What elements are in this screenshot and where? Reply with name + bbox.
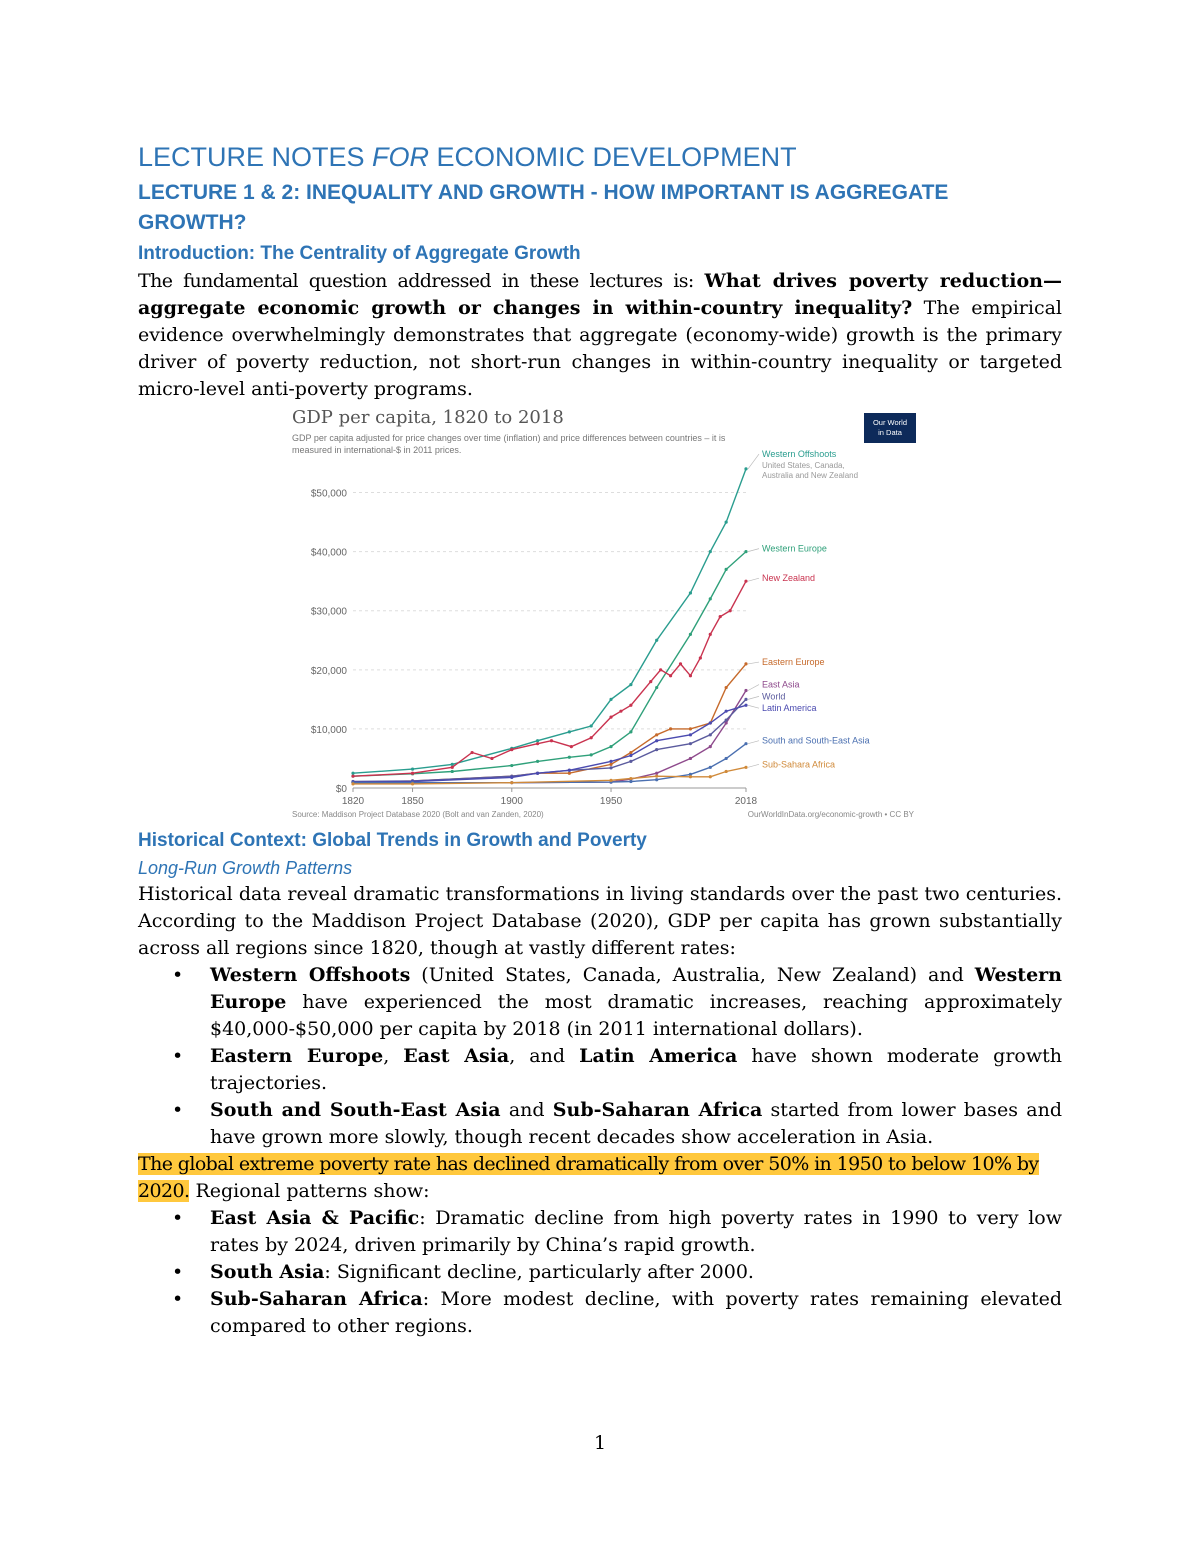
- data-point: [725, 520, 728, 523]
- y-tick-label: $40,000: [310, 547, 347, 559]
- data-point: [709, 597, 712, 600]
- label-connector: [748, 741, 759, 744]
- data-point: [629, 704, 632, 707]
- data-point: [655, 639, 658, 642]
- data-point: [744, 580, 747, 583]
- label-connector: [748, 454, 759, 469]
- data-point: [609, 715, 612, 718]
- series-sublabel: Australia and New Zealand: [762, 471, 859, 481]
- data-point: [689, 633, 692, 636]
- data-point: [725, 770, 728, 773]
- label-connector: [748, 696, 759, 699]
- poverty-paragraph: The global extreme poverty rate has declined dramatically from over 50% in 1950 to below 10% by 2020. Regional patterns show:: [138, 1153, 1039, 1202]
- data-point: [609, 766, 612, 769]
- data-point: [699, 656, 702, 659]
- data-point: [490, 757, 493, 760]
- data-point: [659, 668, 662, 671]
- data-point: [609, 745, 612, 748]
- data-point: [510, 776, 513, 779]
- data-point: [744, 550, 747, 553]
- series-label: Western Offshoots: [762, 449, 837, 460]
- poverty-highlight: The global extreme poverty rate has declined dramatically from over 50% in 1950 to below 10% by 2020.: [138, 1153, 1039, 1202]
- x-tick-label: 1950: [599, 796, 623, 807]
- data-point: [655, 775, 658, 778]
- data-point: [655, 686, 658, 689]
- y-tick-label: $30,000: [310, 606, 347, 618]
- history-heading: Historical Context: Global Trends in Growth and Poverty: [138, 830, 647, 851]
- data-point: [655, 772, 658, 775]
- bullet-western: • Western Offshoots (United States, Canada, Australia, New Zealand) and Western Europe have experienced the most dramatic increases, reaching approximately $40,000-$50,000 per capita by 2018 (in 2011 international dollars).: [210, 962, 1062, 1043]
- bullet-moderate: • Eastern Europe, East Asia, and Latin America have shown moderate growth trajectories.: [210, 1043, 1062, 1097]
- data-point: [655, 733, 658, 736]
- data-point: [744, 704, 747, 707]
- series-line: [353, 664, 746, 782]
- data-point: [510, 764, 513, 767]
- y-tick-label: $0: [335, 784, 347, 795]
- bullet-south-asia: • South Asia: Significant decline, particularly after 2000.: [210, 1259, 1062, 1286]
- longrun-heading: Long-Run Growth Patterns: [138, 858, 353, 878]
- data-point: [669, 674, 672, 677]
- x-tick-label: 1850: [401, 796, 424, 807]
- data-point: [568, 730, 571, 733]
- series-label: New Zealand: [762, 573, 816, 584]
- data-point: [709, 766, 712, 769]
- data-point: [649, 680, 652, 683]
- label-connector: [748, 705, 759, 708]
- data-point: [744, 698, 747, 701]
- data-point: [510, 781, 513, 784]
- intro-paragraph: The fundamental question addressed in these lectures is: What drives poverty reduction—aggregate economic growth or changes in within-country inequality? The empirical evidence overwhelmingly demonstrates that aggregate (economy-wide) growth is the primary driver of poverty reduction, not short-run changes in within-country inequality or targeted micro-level anti-poverty programs.: [138, 270, 1062, 400]
- data-point: [709, 633, 712, 636]
- lecture-heading: LECTURE 1 & 2: INEQUALITY AND GROWTH - HOW IMPORTANT IS AGGREGATE GROWTH?: [138, 181, 949, 234]
- series-label: Sub-Sahara Africa: [762, 759, 836, 770]
- data-point: [729, 609, 732, 612]
- data-point: [609, 779, 612, 782]
- data-point: [629, 777, 632, 780]
- data-point: [629, 760, 632, 763]
- page-number: 1: [593, 1432, 607, 1454]
- history-paragraph: Historical data reveal dramatic transformations in living standards over the past two centuries. According to the Maddison Project Database (2020), GDP per capita has grown substantially across all regions since 1820, though at vastly different rates:: [138, 883, 1062, 959]
- data-point: [570, 745, 573, 748]
- series-label: East Asia: [762, 679, 800, 690]
- growth-bullets: [138, 962, 1062, 1151]
- data-point: [536, 760, 539, 763]
- data-point: [568, 756, 571, 759]
- series-label: Eastern Europe: [762, 657, 825, 668]
- data-point: [451, 770, 454, 773]
- data-point: [510, 748, 513, 751]
- data-point: [351, 772, 354, 775]
- x-tick-label: 2018: [734, 796, 758, 807]
- series-label: Western Europe: [762, 543, 827, 554]
- data-point: [689, 733, 692, 736]
- data-point: [744, 742, 747, 745]
- document-title: LECTURE NOTES FOR ECONOMIC DEVELOPMENT: [138, 142, 797, 172]
- data-point: [725, 710, 728, 713]
- chart-subtitle-line-1: GDP per capita adjusted for price changes over time (inflation) and price differences between countries – it is: [292, 433, 726, 443]
- document-page: [138, 140, 1062, 1340]
- data-point: [709, 721, 712, 724]
- data-point: [568, 772, 571, 775]
- data-point: [590, 753, 593, 756]
- data-point: [629, 730, 632, 733]
- data-point: [689, 591, 692, 594]
- chart-subtitle-line-2: measured in international-$ in 2011 prices.: [292, 445, 462, 455]
- series-line: [353, 469, 746, 773]
- bullet-ssa: • Sub-Saharan Africa: More modest decline, with poverty rates remaining elevated compared to other regions.: [210, 1286, 1062, 1340]
- data-point: [411, 782, 414, 785]
- data-point: [609, 698, 612, 701]
- data-point: [744, 467, 747, 470]
- data-point: [568, 769, 571, 772]
- data-point: [351, 782, 354, 785]
- owid-logo-text-2: in Data: [878, 428, 902, 437]
- data-point: [709, 550, 712, 553]
- data-point: [451, 766, 454, 769]
- data-point: [669, 727, 672, 730]
- data-point: [709, 733, 712, 736]
- data-point: [470, 751, 473, 754]
- data-point: [709, 775, 712, 778]
- x-tick-label: 1900: [500, 796, 523, 807]
- series-sublabel: United States, Canada,: [762, 461, 845, 471]
- label-connector: [748, 578, 759, 581]
- data-point: [709, 745, 712, 748]
- data-point: [411, 767, 414, 770]
- data-point: [725, 568, 728, 571]
- data-point: [744, 689, 747, 692]
- data-point: [536, 772, 539, 775]
- chart-credit: OurWorldInData.org/economic-growth • CC BY: [747, 810, 914, 819]
- data-point: [744, 766, 747, 769]
- series-label: World: [762, 691, 786, 702]
- y-tick-label: $20,000: [310, 665, 347, 677]
- bullet-slow: • South and South-East Asia and Sub-Saharan Africa started from lower bases and have grown more slowly, though recent decades show acceleration in Asia.: [210, 1097, 1062, 1151]
- data-point: [744, 662, 747, 665]
- data-point: [536, 739, 539, 742]
- y-tick-label: $50,000: [310, 488, 347, 500]
- y-tick-label: $10,000: [310, 724, 347, 736]
- data-point: [451, 763, 454, 766]
- intro-heading: Introduction: The Centrality of Aggregate Growth: [138, 243, 581, 264]
- data-point: [689, 742, 692, 745]
- data-point: [550, 739, 553, 742]
- data-point: [655, 748, 658, 751]
- data-point: [590, 724, 593, 727]
- data-point: [590, 736, 593, 739]
- data-point: [351, 775, 354, 778]
- label-connector: [748, 662, 759, 664]
- data-point: [725, 686, 728, 689]
- data-point: [629, 754, 632, 757]
- owid-logo-text-1: Our World: [872, 418, 908, 427]
- data-point: [725, 718, 728, 721]
- series-line: [353, 581, 746, 776]
- data-point: [609, 760, 612, 763]
- data-point: [609, 763, 612, 766]
- data-point: [655, 739, 658, 742]
- bullet-east-asia: • East Asia & Pacific: Dramatic decline from high poverty rates in 1990 to very low rates by 2024, driven primarily by China’s rapid growth.: [210, 1205, 1062, 1259]
- series-label: Latin America: [762, 703, 817, 714]
- data-point: [689, 727, 692, 730]
- regional-bullets: [138, 1205, 1062, 1340]
- label-connector: [748, 549, 759, 552]
- data-point: [725, 757, 728, 760]
- data-point: [689, 775, 692, 778]
- data-point: [679, 662, 682, 665]
- chart-source: Source: Maddison Project Database 2020 (Bolt and van Zanden, 2020): [292, 810, 544, 819]
- data-point: [619, 710, 622, 713]
- label-connector: [748, 764, 759, 767]
- gdp-chart-svg: [278, 403, 928, 833]
- data-point: [689, 757, 692, 760]
- data-point: [655, 778, 658, 781]
- x-tick-label: 1820: [341, 796, 365, 807]
- data-point: [719, 615, 722, 618]
- gdp-chart: [278, 403, 928, 833]
- data-point: [411, 772, 414, 775]
- series-label: South and South-East Asia: [762, 735, 870, 746]
- chart-title: GDP per capita, 1820 to 2018: [292, 407, 564, 428]
- data-point: [689, 674, 692, 677]
- data-point: [629, 780, 632, 783]
- data-point: [629, 751, 632, 754]
- data-point: [536, 742, 539, 745]
- data-point: [629, 683, 632, 686]
- label-connector: [748, 685, 759, 691]
- series-line: [353, 552, 746, 777]
